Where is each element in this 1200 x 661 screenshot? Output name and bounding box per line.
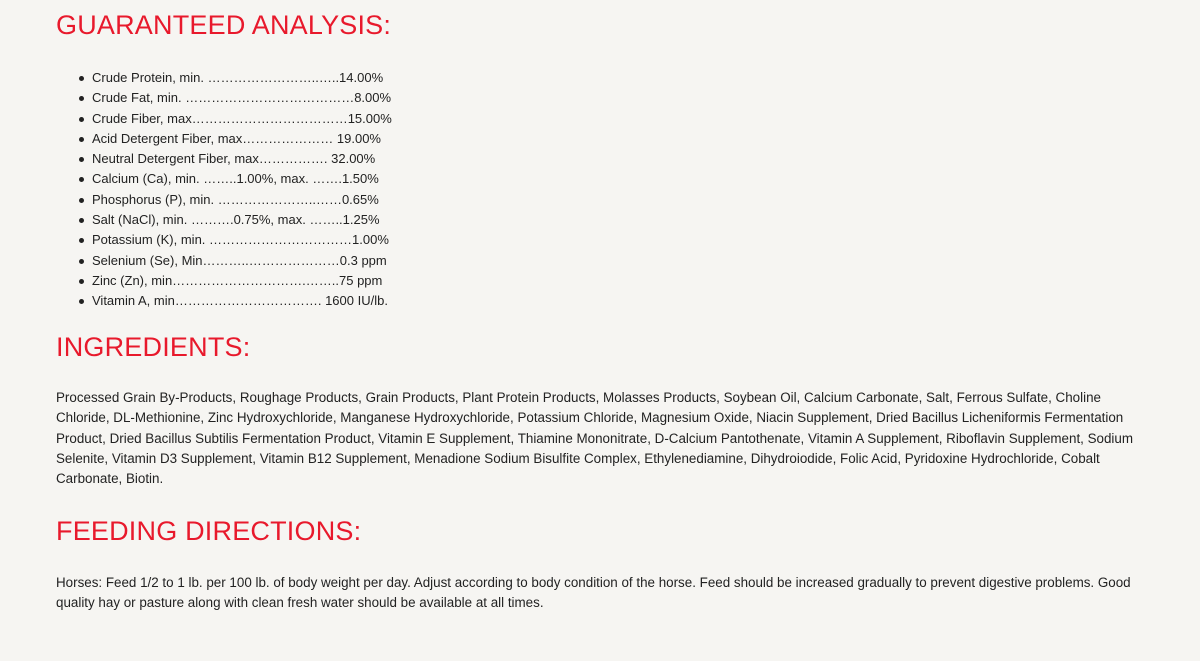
guaranteed-analysis-heading: GUARANTEED ANALYSIS: [56,10,392,40]
list-item: Acid Detergent Fiber, max………………… 19.00% [92,129,392,149]
feeding-directions-heading: FEEDING DIRECTIONS: [56,516,362,546]
list-item: Salt (NaCl), min. ……….0.75%, max. ……..1.25% [92,210,392,230]
guaranteed-analysis-list [92,68,392,312]
ingredients-heading: INGREDIENTS: [56,332,251,362]
list-item: Crude Fiber, max………………………………15.00% [92,109,392,129]
list-item: Selenium (Se), Min………..…………………0.3 ppm [92,251,392,271]
list-item: Calcium (Ca), min. ……..1.00%, max. …….1.50% [92,169,392,189]
list-item: Vitamin A, min……………………………. 1600 IU/lb. [92,291,392,311]
list-item: Phosphorus (P), min. …………………..……0.65% [92,190,392,210]
list-item: Neutral Detergent Fiber, max……………. 32.00% [92,149,392,169]
list-item: Potassium (K), min. ……………………………1.00% [92,230,392,250]
ingredients-text: Processed Grain By-Products, Roughage Products, Grain Products, Plant Protein Products, Molasses Products, Soybean Oil, Calcium Carbonate, Salt, Ferrous Sulfate, Choline Chloride, DL-Methionine, Zinc Hydroxychloride, Manganese Hydroxychloride, Potassium Chloride, Magnesium Oxide, Niacin Supplement, Dried Bacillus Licheniformis Fermentation Product, Dried Bacillus Subtilis Fermentation Product, Vitamin E Supplement, Thiamine Mononitrate, D-Calcium Pantothenate, Vitamin A Supplement, Riboflavin Supplement, Sodium Selenite, Vitamin D3 Supplement, Vitamin B12 Supplement, Menadione Sodium Bisulfite Complex, Ethylenediamine, Dihydroiodide, Folic Acid, Pyridoxine Hydrochloride, Cobalt Carbonate, Biotin. [56,390,1134,487]
feeding-directions-text: Horses: Feed 1/2 to 1 lb. per 100 lb. of body weight per day. Adjust according to body condition of the horse. Feed should be increased gradually to prevent digestive problems. Good quality hay or pasture along with clean fresh water should be available at all times. [56,575,1131,611]
list-item: Zinc (Zn), min………………………….……..75 ppm [92,271,392,291]
list-item: Crude Protein, min. ……………………..…..14.00% [92,68,392,88]
list-item: Crude Fat, min. …………………………………8.00% [92,88,392,108]
